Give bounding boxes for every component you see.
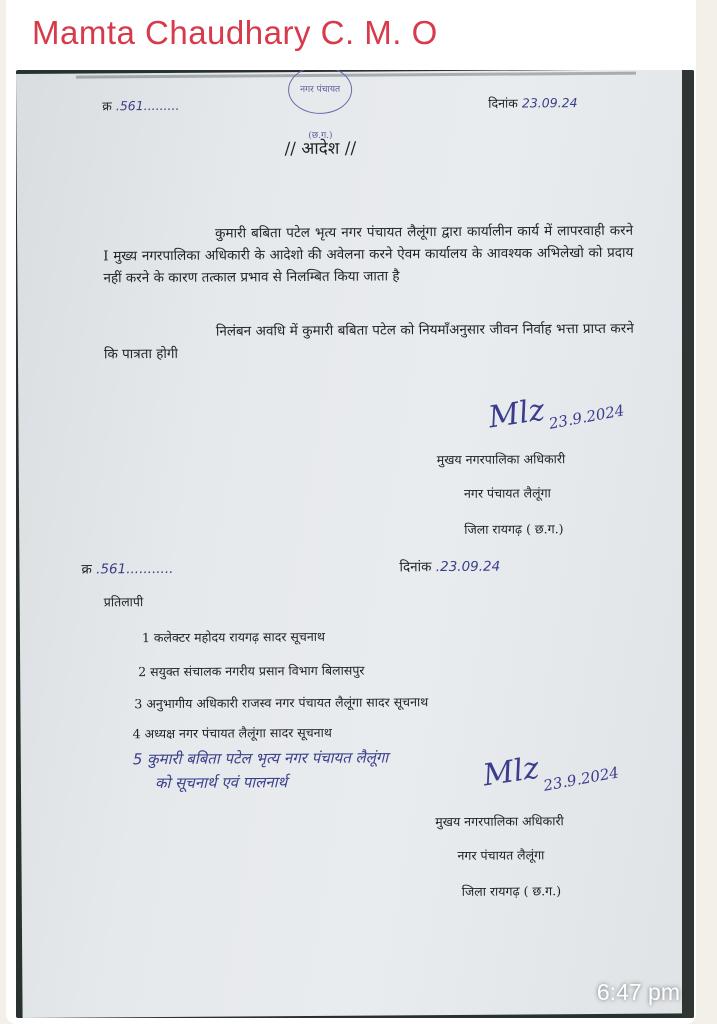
- signature-2: Mlz: [480, 750, 542, 794]
- copy-date-label: दिनांक: [399, 559, 432, 576]
- order-date: [488, 94, 577, 112]
- ref-label: क्र: [102, 98, 112, 114]
- signatory-2-designation: मुखय नगरपालिका अधिकारी: [435, 813, 564, 830]
- order-paragraph-2: निलंबन अवधि में कुमारी बबिता पटेल को नियमाँअनुसार जीवन निर्वाह भत्ता प्राप्त करने कि पात्रता होगी: [103, 320, 634, 363]
- copy-date-value: .23.09.24: [435, 558, 501, 576]
- copy-item-2: 2 सयुक्त संचालक नगरीय प्रसान विभाग बिलासपुर: [138, 662, 365, 680]
- document-photo[interactable]: [16, 70, 694, 1018]
- page-top-rule: [76, 72, 636, 79]
- sender-name[interactable]: Mamta Chaudhary C. M. O: [32, 14, 438, 51]
- order-title: // आदेश //: [284, 138, 357, 160]
- ref-value: .561.........: [115, 97, 180, 114]
- copy-ref-label: क्र: [81, 561, 92, 578]
- copy-ref-number: [81, 559, 173, 578]
- date-value: 23.09.24: [521, 95, 578, 111]
- signatory-2-office: नगर पंचायत लैलूंगा: [457, 847, 545, 863]
- photo-edge-shadow: [682, 70, 694, 1018]
- seal-text: नगर पंचायत (छ.ग.): [300, 84, 341, 141]
- copy-item-1: 1 कलेक्टर महोदय रायगढ़ सादर सूचनाथ: [141, 628, 326, 646]
- message-bubble: [6, 0, 696, 1024]
- signatory-2-district: जिला रायगढ़ ( छ.ग.): [461, 883, 562, 899]
- copy-ref-value: .561...........: [96, 560, 174, 578]
- signature-1-date: 23.9.2024: [547, 401, 626, 433]
- order-paragraph-1: कुमारी बबिता पटेल भृत्य नगर पंचायत लैलूंगा द्वारा कार्यालीन कार्य में लापरवाही करने I मुख्य नगरपालिका अधिकारी के आदेशो की अवेलना करने ऐवम कार्यालय के आवश्यक अभिलेखो को प्रदाय नहीं करने के कारण तत्काल प्रभाव से निलम्बित किया जाता है: [103, 222, 634, 287]
- date-label: दिनांक: [488, 95, 518, 111]
- signature-1: Mlz: [486, 392, 547, 436]
- copy-date: [399, 557, 500, 576]
- handwritten-copy-item-5-continued: को सूचनार्थ एवं पालनार्थ: [154, 773, 288, 793]
- document-page: [16, 70, 689, 1018]
- signatory-1-office: नगर पंचायत लैलूंगा: [463, 485, 551, 501]
- signatory-1-district: जिला रायगढ़ ( छ.ग.): [464, 521, 564, 537]
- copy-heading: प्रतिलापी: [103, 594, 144, 610]
- copy-item-3: 3 अनुभागीय अधिकारी राजस्व नगर पंचायत लैलूंगा सादर सूचनाथ: [134, 694, 429, 712]
- ref-number: [102, 97, 179, 115]
- office-seal: [288, 70, 352, 141]
- handwritten-copy-item-5: 5 कुमारी बबिता पटेल भृत्य नगर पंचायत लैलूंगा: [132, 748, 389, 769]
- signatory-1-designation: मुखय नगरपालिका अधिकारी: [436, 451, 566, 468]
- copy-item-4: 4 अध्यक्ष नगर पंचायत लैलूंगा सादर सूचनाथ: [132, 724, 332, 742]
- signature-2-date: 23.9.2024: [541, 763, 621, 795]
- message-timestamp: 6:47 pm: [596, 979, 680, 1005]
